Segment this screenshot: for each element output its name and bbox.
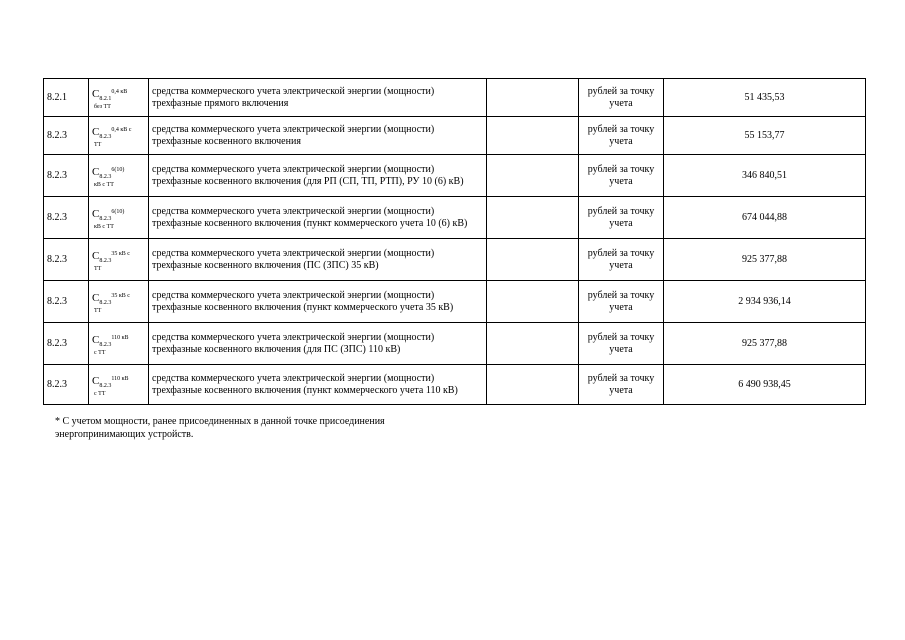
rate-superscript: 0,4 кВ с: [111, 126, 132, 133]
price-value: 51 435,53: [664, 79, 866, 117]
unit-cell: рублей за точку учета: [579, 239, 664, 281]
unit-cell: рублей за точку учета: [579, 79, 664, 117]
unit-cell: рублей за точку учета: [579, 197, 664, 239]
margin-mark: [1, 250, 3, 256]
rate-subscript: 8.2.3: [99, 341, 112, 348]
table-row: [44, 197, 866, 239]
rate-code: [89, 365, 149, 405]
rate-subscript-line2: кВ с ТТ: [94, 223, 114, 230]
rate-subscript: 8.2.3: [99, 215, 112, 222]
rate-subscript-line2: ТТ: [94, 307, 102, 314]
footnote: * С учетом мощности, ранее присоединенных в данной точке присоединения энергопринимающих устройств.: [55, 416, 385, 440]
rate-superscript: 110 кВ: [111, 334, 129, 341]
rate-symbol: C: [92, 165, 100, 178]
table-row: [44, 281, 866, 323]
rate-code: [89, 155, 149, 197]
rate-code: [89, 79, 149, 117]
row-number: 8.2.3: [44, 323, 89, 365]
row-description: средства коммерческого учета электрической энергии (мощности) трехфазные косвенного включения (для РП (СП, ТП, РТП), РУ 10 (6) кВ): [149, 155, 487, 197]
row-number: 8.2.3: [44, 365, 89, 405]
rate-superscript: 35 кВ с: [111, 292, 130, 299]
rate-subscript: 8.2.3: [99, 299, 112, 306]
price-value: 674 044,88: [664, 197, 866, 239]
rate-subscript: 8.2.3: [99, 133, 112, 140]
empty-cell: [487, 239, 579, 281]
rate-code: [89, 117, 149, 155]
rate-code: [89, 281, 149, 323]
rate-subscript: 8.2.1: [99, 95, 112, 102]
empty-cell: [487, 323, 579, 365]
rate-symbol: C: [92, 125, 100, 138]
rate-symbol: C: [92, 291, 100, 304]
rate-code: [89, 323, 149, 365]
rate-code: [89, 197, 149, 239]
row-description: средства коммерческого учета электрической энергии (мощности) трехфазные косвенного включения: [149, 117, 487, 155]
rate-subscript-line2: без ТТ: [94, 103, 111, 110]
rate-code: [89, 239, 149, 281]
rate-superscript: 0,4 кВ: [111, 88, 128, 95]
table-row: [44, 155, 866, 197]
rate-subscript-line2: с ТТ: [94, 349, 106, 356]
rate-symbol: C: [92, 207, 100, 220]
empty-cell: [487, 79, 579, 117]
empty-cell: [487, 117, 579, 155]
table-row: [44, 79, 866, 117]
row-number: 8.2.1: [44, 79, 89, 117]
row-number: 8.2.3: [44, 117, 89, 155]
table-row: [44, 323, 866, 365]
row-description: средства коммерческого учета электрической энергии (мощности) трехфазные косвенного включения (пункт коммерческого учета 10 (6) кВ): [149, 197, 487, 239]
rate-superscript: 6(10): [111, 166, 125, 173]
rate-subscript: 8.2.3: [99, 173, 112, 180]
rate-superscript: 35 кВ с: [111, 250, 130, 257]
price-value: 925 377,88: [664, 323, 866, 365]
row-number: 8.2.3: [44, 281, 89, 323]
rate-subscript: 8.2.3: [99, 382, 112, 389]
rate-subscript-line2: ТТ: [94, 265, 102, 272]
row-description: средства коммерческого учета электрической энергии (мощности) трехфазные косвенного включения (для ПС (ЗПС) 110 кВ): [149, 323, 487, 365]
row-number: 8.2.3: [44, 197, 89, 239]
row-number: 8.2.3: [44, 239, 89, 281]
rate-symbol: C: [92, 87, 100, 100]
rate-subscript-line2: с ТТ: [94, 390, 106, 397]
rate-symbol: C: [92, 333, 100, 346]
price-value: 2 934 936,14: [664, 281, 866, 323]
rate-superscript: 6(10): [111, 208, 125, 215]
row-number: 8.2.3: [44, 155, 89, 197]
unit-cell: рублей за точку учета: [579, 323, 664, 365]
table-row: [44, 117, 866, 155]
table-row: [44, 365, 866, 405]
empty-cell: [487, 281, 579, 323]
rate-symbol: C: [92, 249, 100, 262]
unit-cell: рублей за точку учета: [579, 281, 664, 323]
rate-symbol: C: [92, 374, 100, 387]
rate-superscript: 110 кВ: [111, 375, 129, 382]
empty-cell: [487, 155, 579, 197]
unit-cell: рублей за точку учета: [579, 365, 664, 405]
row-description: средства коммерческого учета электрической энергии (мощности) трехфазные косвенного включения (ПС (ЗПС) 35 кВ): [149, 239, 487, 281]
rate-subscript-line2: кВ с ТТ: [94, 181, 114, 188]
unit-cell: рублей за точку учета: [579, 155, 664, 197]
empty-cell: [487, 365, 579, 405]
row-description: средства коммерческого учета электрической энергии (мощности) трехфазные косвенного включения (пункт коммерческого учета 35 кВ): [149, 281, 487, 323]
price-value: 55 153,77: [664, 117, 866, 155]
rate-subscript: 8.2.3: [99, 257, 112, 264]
price-value: 6 490 938,45: [664, 365, 866, 405]
empty-cell: [487, 197, 579, 239]
row-description: средства коммерческого учета электрической энергии (мощности) трехфазные косвенного включения (пункт коммерческого учета 110 кВ): [149, 365, 487, 405]
table-row: [44, 239, 866, 281]
row-description: средства коммерческого учета электрической энергии (мощности) трехфазные прямого включения: [149, 79, 487, 117]
price-value: 346 840,51: [664, 155, 866, 197]
rate-subscript-line2: ТТ: [94, 141, 102, 148]
tariff-table: [43, 78, 866, 405]
price-value: 925 377,88: [664, 239, 866, 281]
unit-cell: рублей за точку учета: [579, 117, 664, 155]
